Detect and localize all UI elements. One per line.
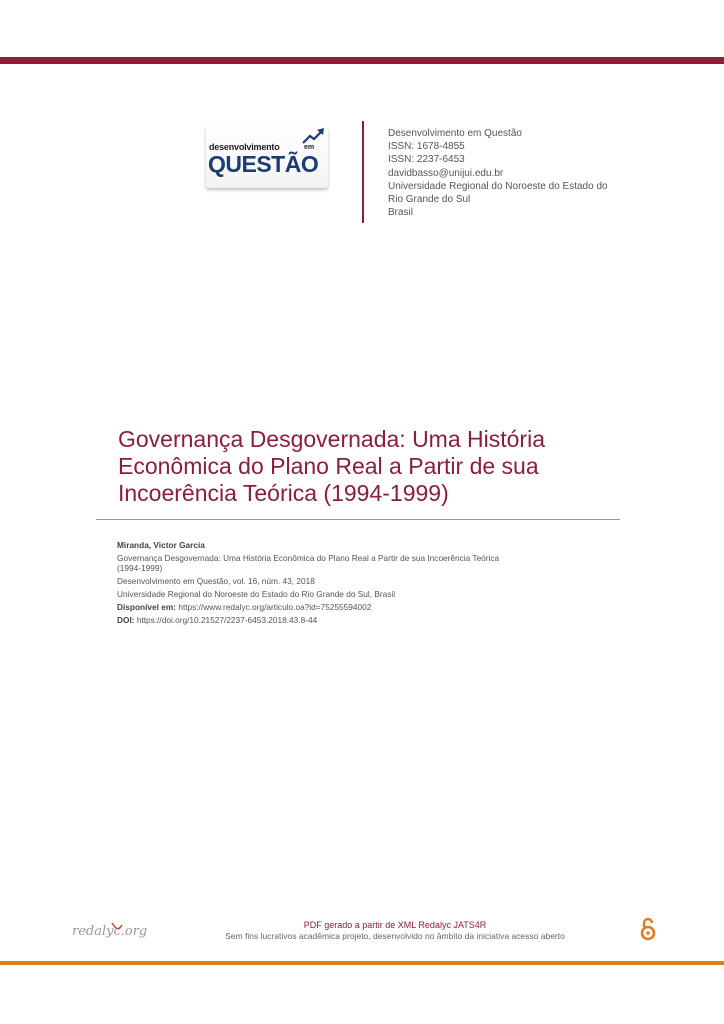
- article-author: Miranda, Victor Garcia: [117, 540, 205, 550]
- issn-print: ISSN: 1678-4855: [388, 141, 465, 153]
- logo-word-desenvolvimento: desenvolvimento: [209, 142, 280, 152]
- footer-nonprofit: Sem fins lucrativos acadêmica projeto, desenvolvido no âmbito da iniciativa acesso aberto: [225, 931, 565, 941]
- journal-institution-line2: Rio Grande do Sul: [388, 194, 471, 206]
- footer-generated: PDF gerado a partir de XML Redalyc JATS4R: [303, 920, 487, 930]
- doi-label: DOI:: [117, 615, 135, 625]
- logo-word-em: em: [304, 144, 315, 151]
- trend-arrow-icon: [302, 128, 326, 144]
- journal-country: Brasil: [388, 207, 414, 219]
- article-title-small-line1: Governança Desgovernada: Uma História Econômica do Plano Real a Partir de sua Incoerência Teórica: [117, 553, 500, 563]
- open-access-icon: [640, 916, 656, 942]
- doi-link[interactable]: https://doi.org/10.21527/2237-6453.2018.43.8-44: [136, 615, 318, 625]
- journal-info: [388, 127, 648, 219]
- article-metadata: [117, 540, 597, 625]
- redalyc-logo[interactable]: [72, 919, 162, 941]
- bottom-accent-bar: [0, 961, 724, 965]
- top-accent-bar: [0, 57, 724, 64]
- redalyc-logo-text: redalyc.org: [72, 924, 148, 939]
- available-label: Disponível em:: [117, 602, 177, 612]
- article-citation: Desenvolvimento em Questão, vol. 16, núm. 43, 2018: [117, 576, 315, 586]
- article-title: Governança Desgovernada: Uma História Econômica do Plano Real a Partir de sua Incoerência Teórica (1994-1999): [118, 426, 545, 506]
- article-title-small-line2: (1994-1999): [117, 563, 163, 573]
- available-at: [117, 602, 597, 612]
- article-institution: Universidade Regional do Noroeste do Estado do Rio Grande do Sul, Brasil: [117, 589, 396, 599]
- journal-logo: [206, 126, 328, 188]
- logo-word-questao: QUESTÃO: [208, 151, 319, 177]
- header-divider: [362, 121, 364, 223]
- available-link[interactable]: https://www.redalyc.org/articulo.oa?id=75255594002: [178, 602, 372, 612]
- issn-online: ISSN: 2237-6453: [388, 154, 465, 166]
- journal-email[interactable]: davidbasso@unijui.edu.br: [388, 167, 504, 179]
- doi: [117, 615, 597, 625]
- footer-text: [190, 919, 600, 942]
- journal-institution-line1: Universidade Regional do Noroeste do Estado do: [388, 180, 608, 192]
- journal-name: Desenvolvimento em Questão: [388, 128, 522, 139]
- title-divider: [96, 519, 620, 520]
